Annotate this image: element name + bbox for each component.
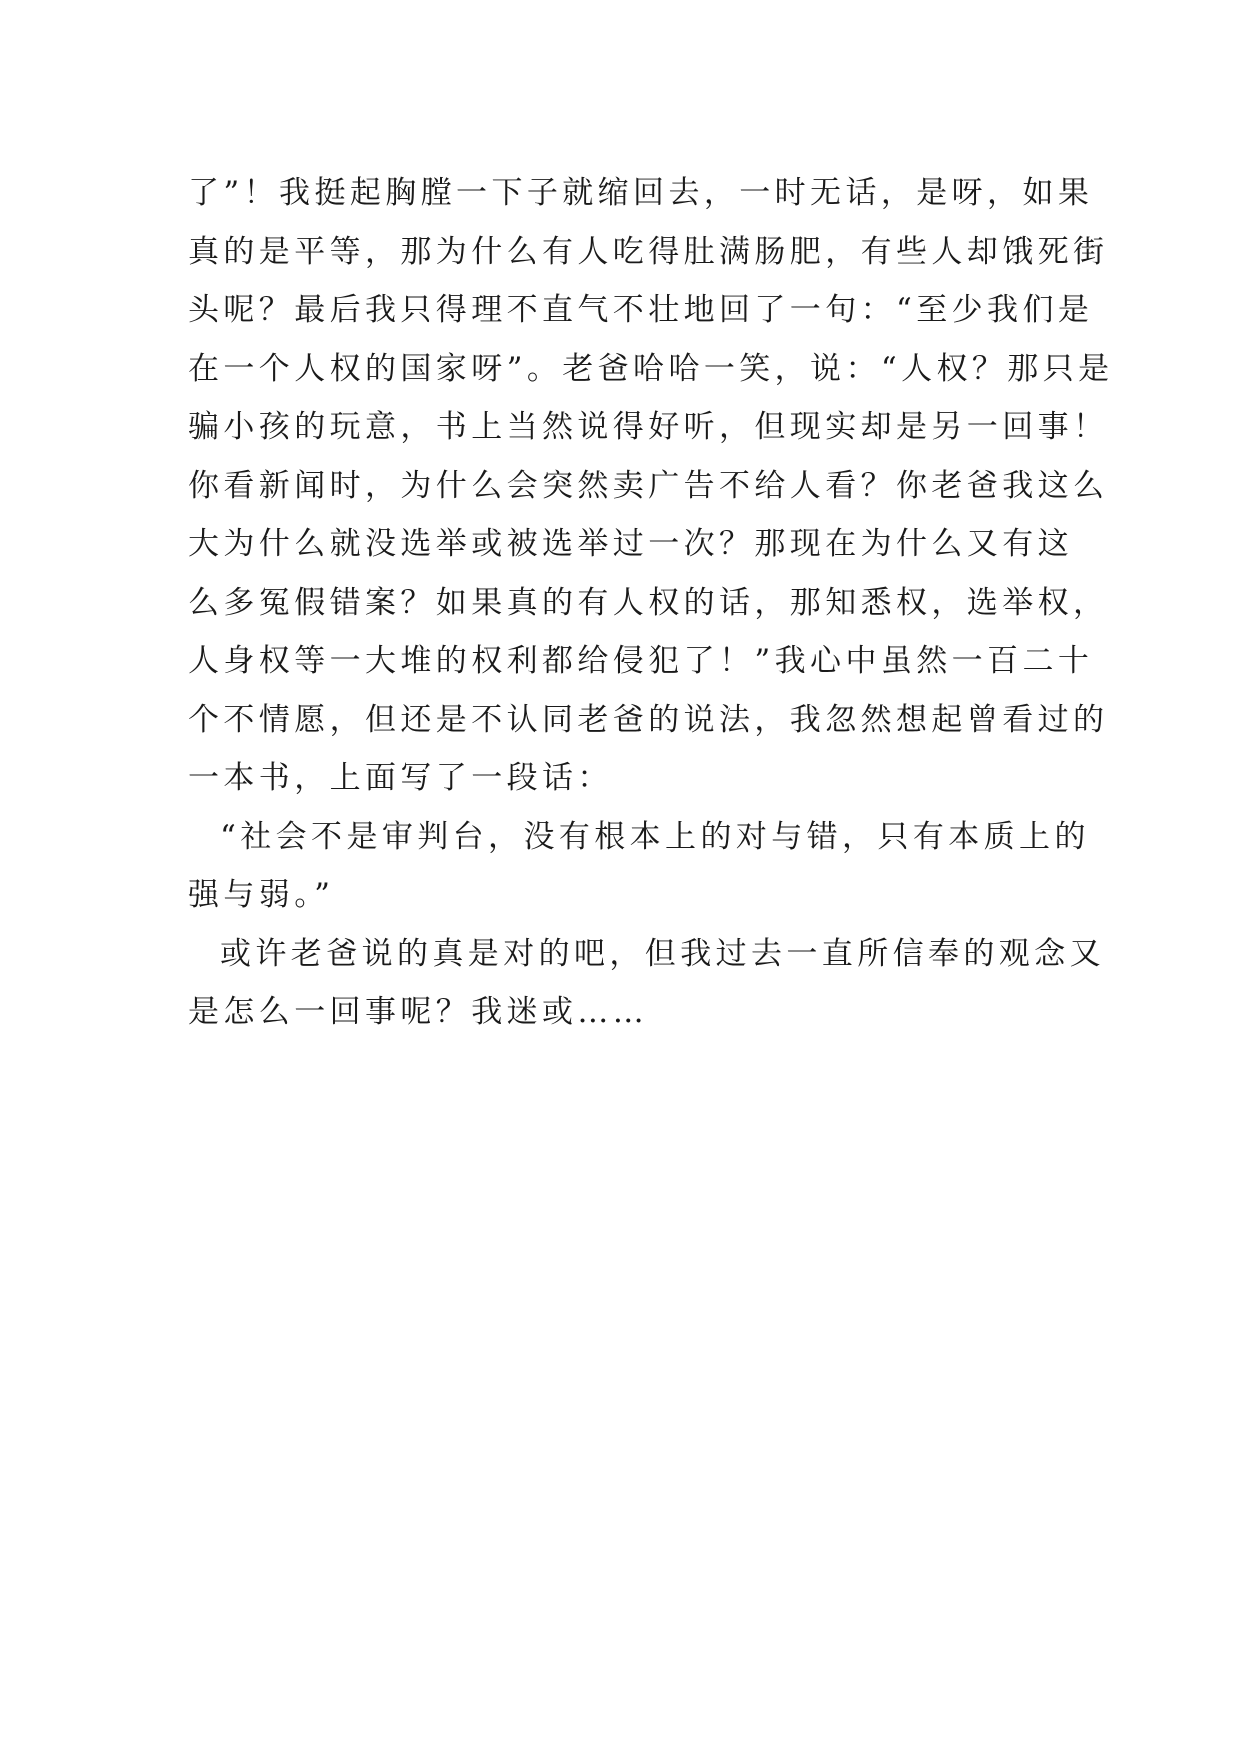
text-line: 在一个人权的国家呀”。老爸哈哈一笑，说：“人权？那只是: [188, 350, 1114, 387]
text-line: 真的是平等，那为什么有人吃得肚满肠肥，有些人却饿死街: [188, 233, 1109, 270]
text-line: 人身权等一大堆的权利都给侵犯了！”我心中虽然一百二十: [188, 643, 1094, 679]
text-line: 一本书，上面写了一段话：: [188, 760, 613, 796]
text-line: 骗小孩的玩意，书上当然说得好听，但现实却是另一回事！: [188, 409, 1109, 445]
quote-line: “社会不是审判台，没有根本上的对与错，只有本质上的: [220, 818, 1090, 855]
text-line: 了”！我挺起胸膛一下子就缩回去，一时无话，是呀，如果: [188, 175, 1094, 211]
text-line: 个不情愿，但还是不认同老爸的说法，我忽然想起曾看过的: [188, 701, 1109, 738]
text-line: 么多冤假错案？如果真的有人权的话，那知悉权，选举权，: [188, 584, 1109, 621]
text-line: 头呢？最后我只得理不直气不壮地回了一句：“至少我们是: [188, 292, 1094, 328]
text-line: 是怎么一回事呢？我迷或……: [188, 994, 649, 1030]
text-line: 大为什么就没选举或被选举过一次？那现在为什么又有这: [188, 526, 1073, 562]
text-line: 你看新闻时，为什么会突然卖广告不给人看？你老爸我这么: [188, 467, 1109, 504]
body-text: [188, 164, 1114, 1042]
quote-line: 强与弱。”: [188, 877, 335, 913]
text-line: 或许老爸说的真是对的吧，但我过去一直所信奉的观念又: [220, 935, 1105, 972]
